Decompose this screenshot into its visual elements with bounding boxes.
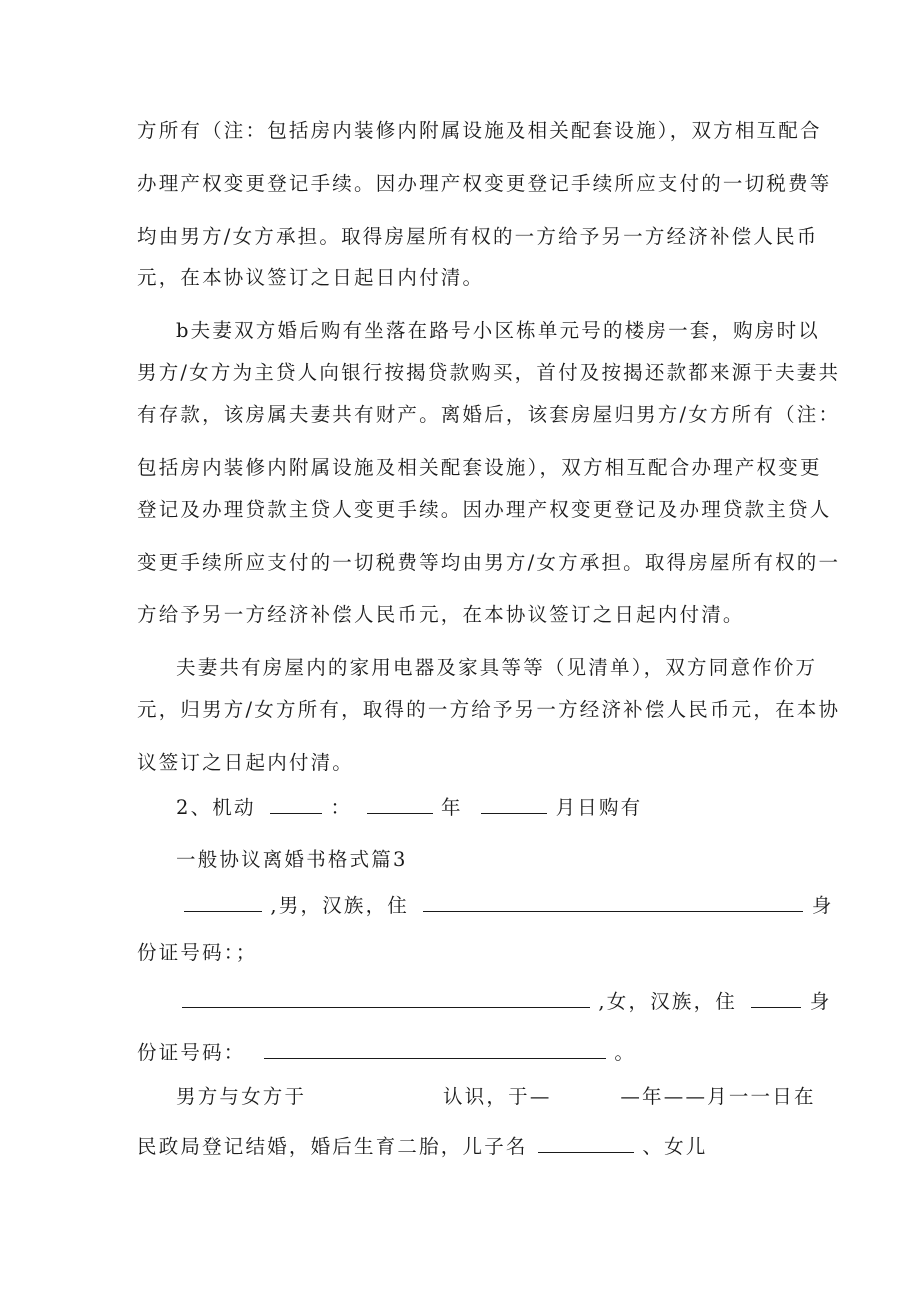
marriage-text-b: 认识，于—: [443, 1085, 552, 1108]
paragraph-line: 有存款，该房属夫妻共有财产。离婚后，该套房屋归男方/女方所有（注：: [137, 403, 841, 426]
paragraph-line: 方所有（注：包括房内装修内附属设施及相关配套设施），双方相互配合: [137, 119, 822, 142]
children-text: 民政局登记结婚，婚后生育二胎，儿子名: [137, 1135, 528, 1158]
paragraph-line: 均由男方/女方承担。取得房屋所有权的一方给予另一方经济补偿人民币: [137, 225, 819, 248]
blank-field[interactable]: [481, 795, 547, 814]
paragraph-line: 办理产权变更登记手续。因办理产权变更登记手续所应支付的一切税费等: [137, 172, 832, 195]
blank-field[interactable]: [367, 795, 433, 814]
blank-field[interactable]: [264, 1040, 606, 1059]
paragraph-line: 包括房内装修内附属设施及相关配套设施），双方相互配合办理产权变更: [137, 456, 822, 479]
woman-info-text: ,女，汉族，住: [598, 990, 738, 1013]
woman-info-line: [176, 989, 832, 1014]
id-start-char: 身: [811, 894, 834, 917]
marriage-text-c: —年——月一一日在: [620, 1085, 816, 1108]
paragraph-line: 议签订之日起内付清。: [137, 751, 355, 774]
vehicle-label: 2、机动: [176, 796, 256, 819]
paragraph-line: 方给予另一方经济补偿人民币元，在本协议签订之日起内付清。: [137, 603, 745, 626]
section-heading: 一般协议离婚书格式篇3: [176, 848, 408, 871]
month-text: 月日购有: [555, 796, 643, 819]
marriage-line: [176, 1085, 816, 1109]
paragraph-line: b夫妻双方婚后购有坐落在路号小区栋单元号的楼房一套，购房时以: [176, 319, 820, 342]
man-info-text: ,男，汉族，住: [270, 894, 410, 917]
marriage-text-a: 男方与女方于: [176, 1085, 307, 1108]
blank-field[interactable]: [270, 795, 322, 814]
blank-field[interactable]: [184, 893, 262, 912]
year-text: 年: [441, 796, 463, 819]
id-start-char: 身: [809, 990, 832, 1013]
id-label: 份证号码：: [137, 1041, 246, 1064]
paragraph-line: 变更手续所应支付的一切税费等均由男方/女方承担。取得房屋所有权的一: [137, 551, 841, 574]
paragraph-line: 份证号码：；: [137, 941, 258, 964]
paragraph-line: 登记及办理贷款主贷人变更手续。因办理产权变更登记及办理贷款主贷人: [137, 498, 832, 521]
blank-field[interactable]: [751, 989, 801, 1008]
paragraph-line: 元，归男方/女方所有，取得的一方给予另一方经济补偿人民币元，在本协: [137, 698, 841, 721]
daughter-text: 、女儿: [642, 1135, 708, 1158]
id-number-line: [137, 1040, 797, 1065]
colon-text: ：: [330, 796, 353, 819]
blank-field[interactable]: [538, 1134, 634, 1153]
vehicle-line: [176, 795, 736, 820]
man-info-line: [176, 893, 834, 918]
period-text: 。: [614, 1041, 637, 1064]
paragraph-line: 男方/女方为主贷人向银行按揭贷款购买，首付及按揭还款都来源于夫妻共: [137, 361, 841, 384]
paragraph-line: 元，在本协议签订之日起日内付清。: [137, 266, 485, 289]
children-line: [137, 1134, 797, 1159]
blank-field[interactable]: [182, 989, 590, 1008]
blank-field[interactable]: [423, 893, 803, 912]
paragraph-line: 夫妻共有房屋内的家用电器及家具等等（见清单），双方同意作价万: [176, 656, 818, 679]
